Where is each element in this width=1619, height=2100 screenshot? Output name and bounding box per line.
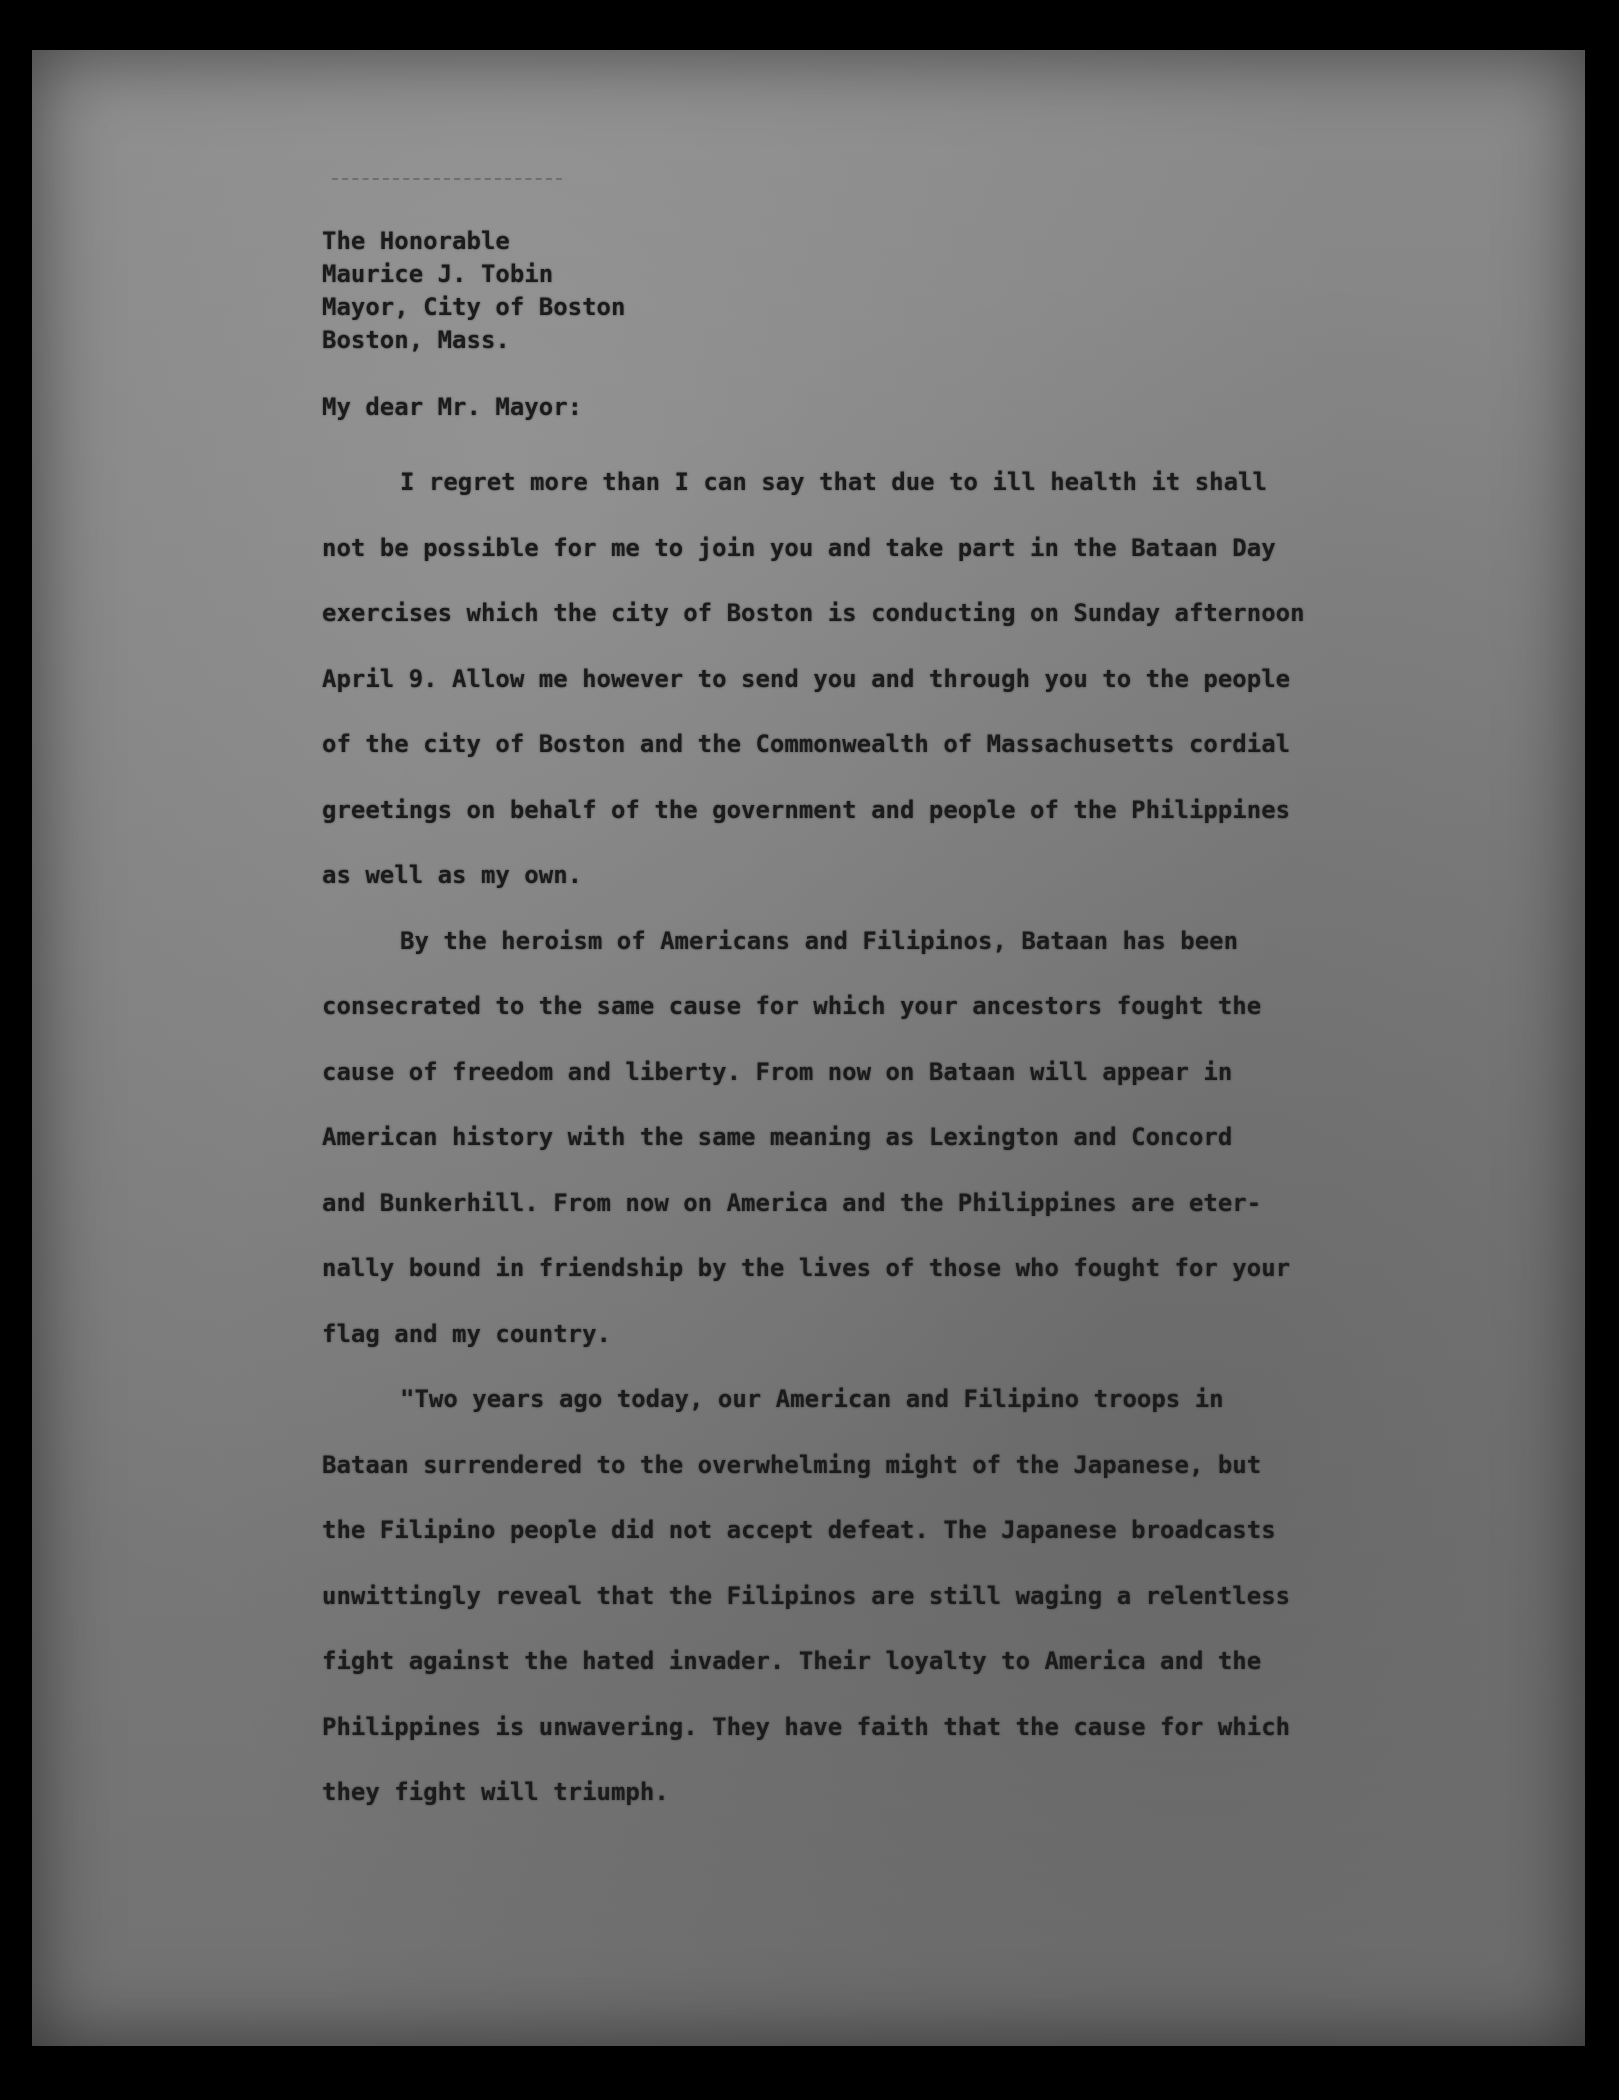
recipient-address — [322, 225, 625, 357]
body-line: not be possible for me to join you and take part in the Bataan Day — [322, 533, 1276, 562]
address-line: Maurice J. Tobin — [322, 260, 554, 288]
document-page — [32, 50, 1585, 2046]
body-line: consecrated to the same cause for which your ancestors fought the — [322, 992, 1262, 1020]
body-line: "Two years ago today, our American and Filipino troops in — [400, 1385, 1224, 1413]
body-line: they fight will triumph. — [322, 1778, 669, 1806]
body-line: Philippines is unwavering. They have faith that the cause for which — [322, 1712, 1291, 1741]
address-line: Mayor, City of Boston — [322, 293, 626, 321]
body-line: American history with the same meaning as Lexington and Concord — [322, 1123, 1233, 1151]
address-line: Boston, Mass. — [322, 326, 510, 354]
body-line: April 9. Allow me however to send you and through you to the people — [322, 664, 1291, 693]
body-line: flag and my country. — [322, 1319, 611, 1348]
body-line: and Bunkerhill. From now on America and the Philippines are eter- — [322, 1188, 1262, 1217]
body-line: of the city of Boston and the Commonwealth of Massachusetts cordial — [322, 730, 1291, 758]
salutation: My dear Mr. Mayor: — [322, 393, 583, 421]
body-line: the Filipino people did not accept defeat. The Japanese broadcasts — [322, 1516, 1276, 1544]
body-line: exercises which the city of Boston is conducting on Sunday afternoon — [322, 599, 1305, 627]
body-line: cause of freedom and liberty. From now on Bataan will appear in — [322, 1057, 1233, 1086]
address-line: The Honorable — [322, 227, 510, 255]
body-line: greetings on behalf of the government and people of the Philippines — [322, 795, 1291, 824]
body-line: Bataan surrendered to the overwhelming might of the Japanese, but — [322, 1450, 1262, 1479]
body-line: I regret more than I can say that due to ill health it shall — [400, 468, 1267, 496]
body-line: fight against the hated invader. Their loyalty to America and the — [322, 1647, 1262, 1675]
header-rule — [332, 178, 562, 180]
letter-body — [322, 450, 1472, 1826]
body-line: By the heroism of Americans and Filipinos, Bataan has been — [400, 926, 1239, 955]
body-line: nally bound in friendship by the lives of those who fought for your — [322, 1254, 1291, 1282]
body-line: unwittingly reveal that the Filipinos are still waging a relentless — [322, 1581, 1291, 1610]
body-line: as well as my own. — [322, 861, 583, 889]
